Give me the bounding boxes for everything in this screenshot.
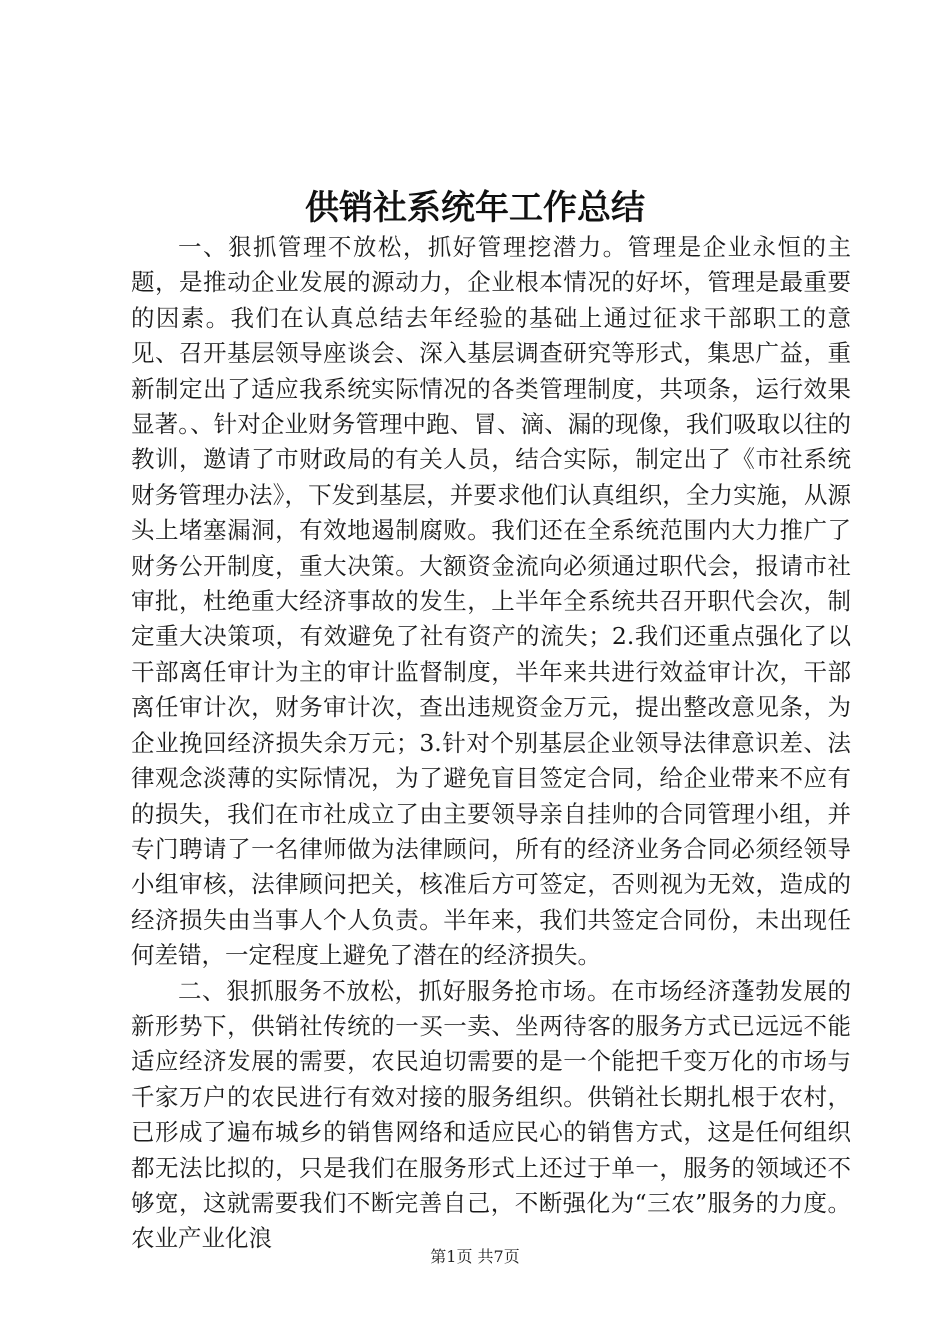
paragraph-2: 二、狠抓服务不放松，抓好服务抢市场。在市场经济蓬勃发展的新形势下，供销社传统的一买一卖、坐两待客的服务方式已远远不能适应经济发展的需要，农民迫切需要的是一个能把千变万化的市场与千家万户的农民进行有效对接的服务组织。供销社长期扎根于农村，已形成了遍布城乡的销售网络和适应民心的销售方式，这是任何组织都无法比拟的，只是我们在服务形式上还过于单一，服务的领域还不够宽，这就需要我们不断完善自己，不断强化为“三农”服务的力度。农业产业化浪 bbox=[131, 976, 851, 1253]
document-body bbox=[131, 230, 851, 1257]
paragraph-1: 一、狠抓管理不放松，抓好管理挖潜力。管理是企业永恒的主题，是推动企业发展的源动力，企业根本情况的好坏，管理是最重要的因素。我们在认真总结去年经验的基础上通过征求干部职工的意见、召开基层领导座谈会、深入基层调查研究等形式，集思广益，重新制定出了适应我系统实际情况的各类管理制度，共项条，运行效果显著。、针对企业财务管理中跑、冒、滴、漏的现像，我们吸取以往的教训，邀请了市财政局的有关人员，结合实际，制定出了《市社系统财务管理办法》，下发到基层，并要求他们认真组织，全力实施，从源头上堵塞漏洞，有效地遏制腐败。我们还在全系统范围内大力推广了财务公开制度，重大决策。大额资金流向必须通过职代会，报请市社审批，杜绝重大经济事故的发生，上半年全系统共召开职代会次，制定重大决策项，有效避免了社有资产的流失；2.我们还重点强化了以干部离任审计为主的审计监督制度，半年来共进行效益审计次，干部离任审计次，财务审计次，查出违规资金万元，提出整改意见条，为企业挽回经济损失余万元；3.针对个别基层企业领导法律意识差、法律观念淡薄的实际情况，为了避免盲目签定合同，给企业带来不应有的损失，我们在市社成立了由主要领导亲自挂帅的合同管理小组，并专门聘请了一名律师做为法律顾问，所有的经济业务合同必须经领导小组审核，法律顾问把关，核准后方可签定，否则视为无效，造成的经济损失由当事人个人负责。半年来，我们共签定合同份，未出现任何差错，一定程度上避免了潜在的经济损失。 bbox=[131, 233, 851, 970]
document-title: 供销社系统年工作总结 bbox=[305, 188, 645, 228]
page-number-footer: 第1页 共7页 bbox=[430, 1247, 520, 1266]
